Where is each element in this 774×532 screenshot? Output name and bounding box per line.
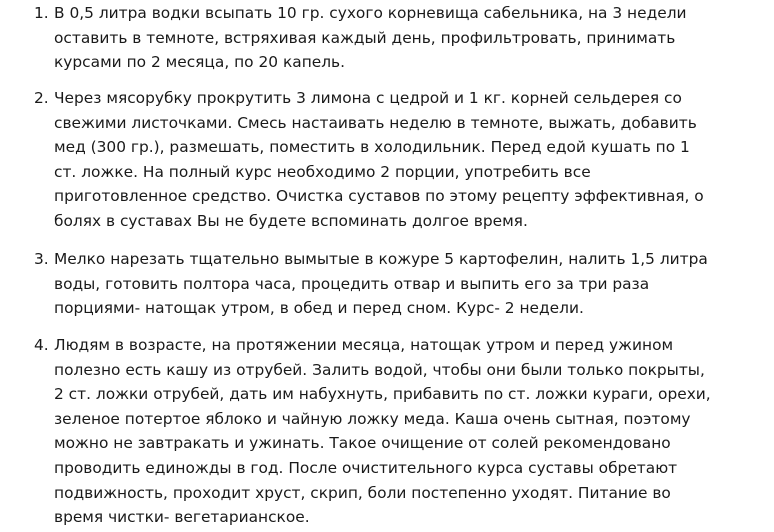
list-item xyxy=(34,86,774,234)
text-line: можно не завтракать и ужинать. Такое очищение от солей рекомендовано xyxy=(54,434,671,453)
text-line: В 0,5 литра водки всыпать 10 гр. сухого корневища сабельника, на 3 недели xyxy=(54,4,687,22)
text-line: подвижность, проходит хруст, скрип, боли постепенно уходят. Питание во xyxy=(54,483,671,502)
list-item xyxy=(34,1,774,75)
text-line: курсами по 2 месяца, по 20 капель. xyxy=(54,53,346,72)
text-line: ст. ложке. На полный курс необходимо 2 порции, употребить все xyxy=(54,162,591,181)
text-line: зеленое потертое яблоко и чайную ложку меда. Каша очень сытная, поэтому xyxy=(54,409,691,428)
text-line: оставить в темноте, встряхивая каждый день, профильтровать, принимать xyxy=(54,28,676,47)
text-line: полезно есть кашу из отрубей. Залить водой, чтобы они были только покрыты, xyxy=(54,360,705,379)
list-item-text xyxy=(54,1,744,75)
text-line: воды, готовить полтора часа, процедить отвар и выпить его за три раза xyxy=(54,274,650,293)
text-line: проводить единожды в год. После очистительного курса суставы обретают xyxy=(54,458,678,477)
text-line: мед (300 гр.), размешать, поместить в холодильник. Перед едой кушать по 1 xyxy=(54,138,690,157)
list-item-number: 2. xyxy=(34,89,49,107)
text-line: свежими листочками. Смесь настаивать неделю в темноте, выжать, добавить xyxy=(54,113,697,132)
list-item-number: 1. xyxy=(34,4,49,22)
text-line: время чистки- вегетарианское. xyxy=(54,508,310,527)
list-item xyxy=(34,247,774,321)
text-line: порциями- натощак утром, в обед и перед сном. Курс- 2 недели. xyxy=(54,299,584,318)
text-line: 2 ст. ложки отрубей, дать им набухнуть, прибавить по ст. ложки кураги, орехи, xyxy=(54,385,711,404)
list-item-text xyxy=(54,86,744,234)
text-line: болях в суставах Вы не будете вспоминать долгое время. xyxy=(54,211,528,230)
list-item xyxy=(34,333,774,530)
text-line: приготовленное средство. Очистка суставов по этому рецепту эффективная, о xyxy=(54,187,704,206)
list-item-number: 3. xyxy=(34,250,49,268)
list-item-text xyxy=(54,247,744,321)
list-item-text xyxy=(54,333,744,530)
text-line: Через мясорубку прокрутить 3 лимона с цедрой и 1 кг. корней сельдерея со xyxy=(54,89,682,107)
text-line: Людям в возрасте, на протяжении месяца, натощак утром и перед ужином xyxy=(54,336,674,354)
list-item-number: 4. xyxy=(34,336,49,354)
text-line: Мелко нарезать тщательно вымытые в кожуре 5 картофелин, налить 1,5 литра xyxy=(54,250,708,268)
